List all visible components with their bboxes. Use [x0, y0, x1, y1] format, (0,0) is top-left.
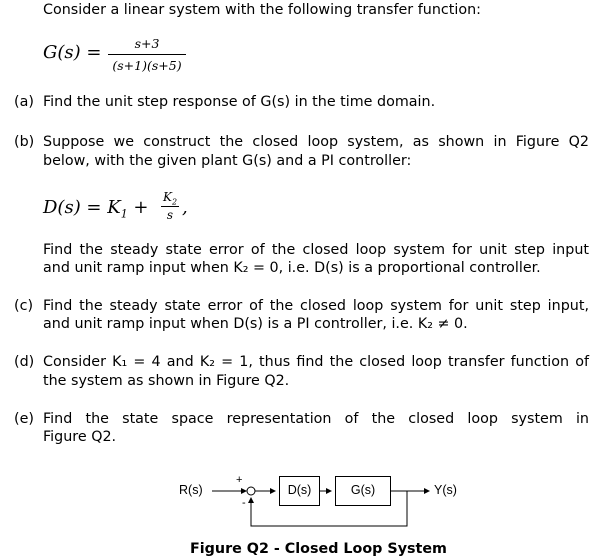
part-b-text-line-2: below, with the given plant G(s) and a PI controller: [43, 153, 412, 169]
part-a-label: (a) [14, 94, 34, 110]
g-equation-lhs: G(s) = [43, 42, 102, 63]
d-frac-numerator: $K_2$ [162, 190, 178, 207]
part-e-label: (e) [14, 411, 34, 427]
part-d-text-line-1: Consider K₁ = 4 and K₂ = 1, thus find the closed loop transfer function of [43, 354, 589, 370]
plus-sign: + [236, 474, 243, 486]
part-e-text-line-2: Figure Q2. [43, 429, 117, 445]
part-c-label: (c) [14, 298, 34, 314]
part-e-text-line-1: Find the state space representation of the closed loop system in [43, 411, 589, 427]
intro-text: Consider a linear system with the following transfer function: [43, 2, 481, 18]
part-b-text-line-4: and unit ramp input when K₂ = 0, i.e. D(s) is a proportional controller. [43, 260, 541, 276]
d-equation-tail: , [182, 197, 188, 218]
g-numerator: s+3 [134, 36, 160, 51]
d-equation-lhs: D(s) = K [43, 197, 121, 218]
part-a-text: Find the unit step response of G(s) in the time domain. [43, 94, 436, 110]
plant-label: G(s) [350, 483, 376, 497]
output-label: Y(s) [434, 483, 457, 497]
part-c-text-line-1: Find the steady state error of the closed loop system for unit step input, [43, 298, 589, 314]
d-frac-denominator: s [166, 208, 174, 222]
part-b-text-line-3: Find the steady state error of the closed loop system for unit step input [43, 242, 589, 258]
g-denominator: (s+1)(s+5) [112, 58, 182, 73]
part-b-label: (b) [14, 134, 35, 150]
d-equation-sub1: 1 [120, 207, 128, 221]
part-c-text-line-2: and unit ramp input when D(s) is a PI controller, i.e. K₂ ≠ 0. [43, 316, 468, 332]
part-d-label: (d) [14, 354, 35, 370]
d-equation-plus: + [127, 197, 149, 218]
minus-sign: - [242, 497, 246, 509]
controller-label: D(s) [287, 483, 312, 497]
part-b-text-line-1: Suppose we construct the closed loop system, as shown in Figure Q2 [43, 134, 589, 150]
input-label: R(s) [179, 483, 203, 497]
figure-caption: Figure Q2 - Closed Loop System [190, 541, 447, 557]
summing-junction [247, 487, 255, 495]
part-d-text-line-2: the system as shown in Figure Q2. [43, 373, 290, 389]
